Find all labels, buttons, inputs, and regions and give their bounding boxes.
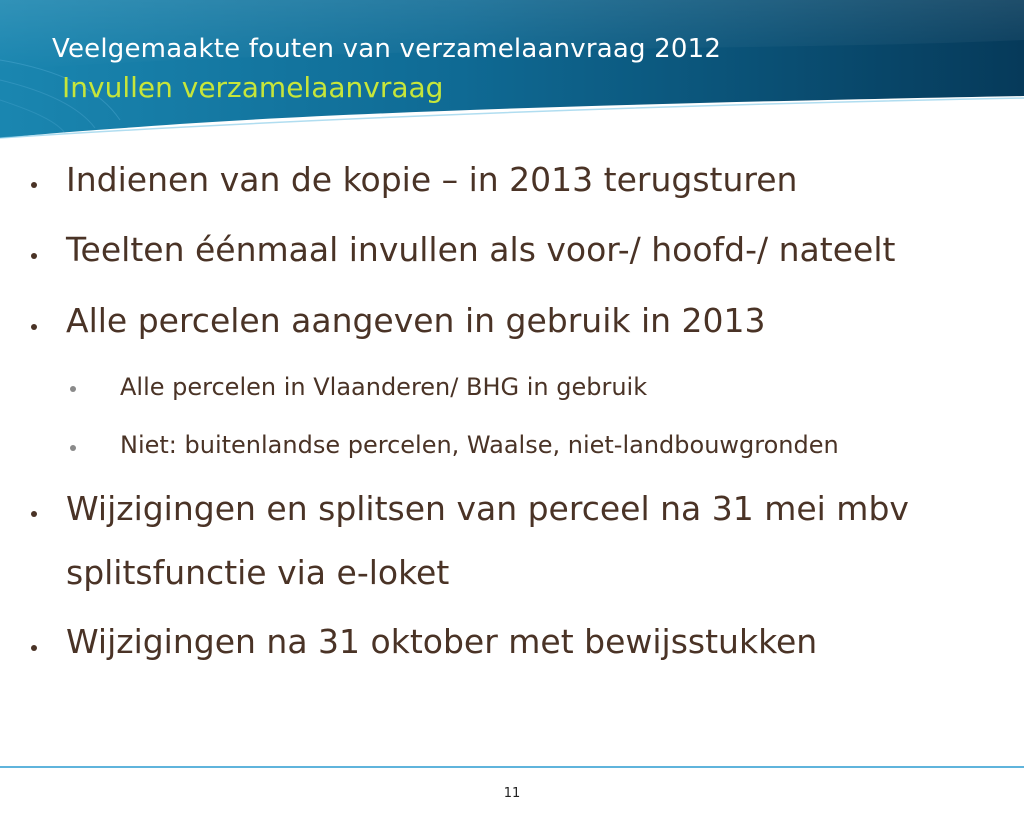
slide-subtitle: Invullen verzamelaanvraag — [62, 71, 444, 104]
sub-bullet-dot-icon — [70, 386, 76, 392]
list-item: Alle percelen aangeven in gebruik in 2013 — [66, 301, 766, 340]
bullet-dot-icon — [31, 511, 37, 517]
bullet-dot-icon — [31, 182, 37, 188]
list-item: Wijzigingen na 31 oktober met bewijsstukken — [66, 622, 818, 661]
footer-divider — [0, 766, 1024, 768]
slide-title: Veelgemaakte fouten van verzamelaanvraag 2012 — [52, 34, 722, 64]
bullet-dot-icon — [31, 253, 37, 259]
sub-bullet-dot-icon — [70, 445, 76, 451]
list-item: Teelten éénmaal invullen als voor-/ hoofd-/ nateelt — [66, 230, 896, 269]
list-item: Indienen van de kopie – in 2013 terugsturen — [66, 160, 798, 199]
page-number: 11 — [503, 786, 521, 801]
list-item-continuation: splitsfunctie via e-loket — [66, 553, 450, 592]
list-item: Wijzigingen en splitsen van perceel na 31 mei mbv — [66, 489, 909, 528]
bullet-dot-icon — [31, 324, 37, 330]
bullet-dot-icon — [31, 645, 37, 651]
sub-list-item: Niet: buitenlandse percelen, Waalse, niet-landbouwgronden — [120, 431, 839, 459]
sub-list-item: Alle percelen in Vlaanderen/ BHG in gebruik — [120, 373, 648, 401]
